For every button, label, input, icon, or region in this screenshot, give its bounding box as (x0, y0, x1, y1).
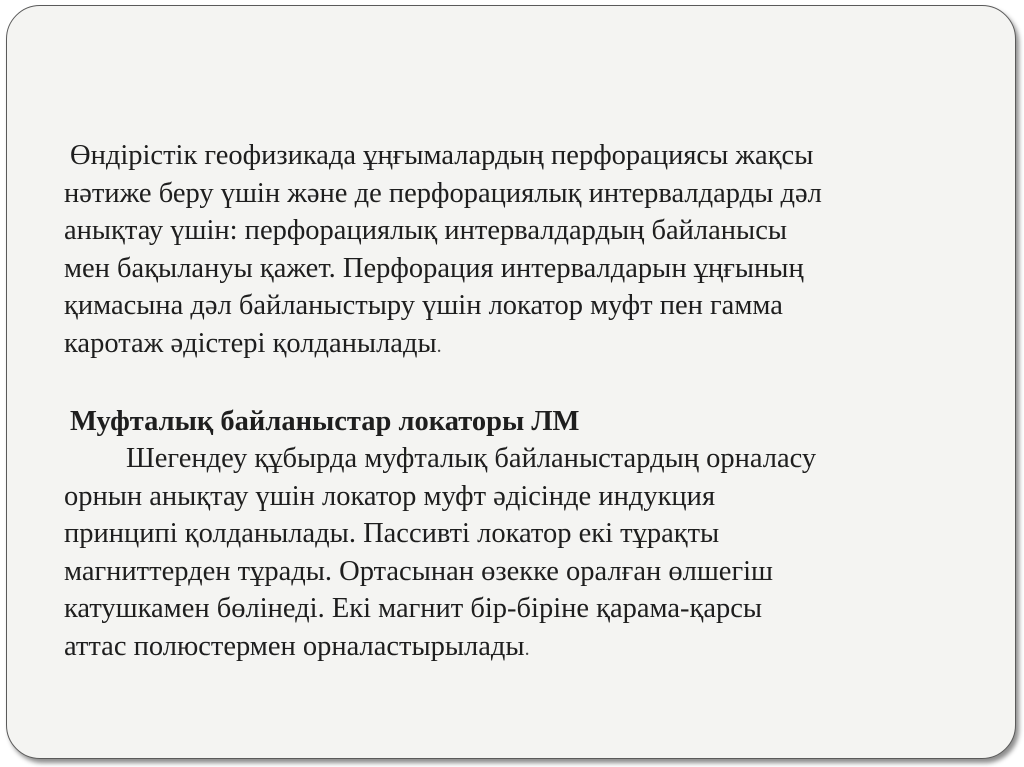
paragraph1-line-4: мен бақылануы қажет. Перфорация интервалдарын ұңғының (64, 252, 804, 284)
section-end-mark: . (524, 637, 530, 660)
section-line-4: магниттерден тұрады. Ортасынан өзекке оралған өлшегіш (64, 555, 774, 587)
section-line-6 (64, 628, 984, 669)
section-line-2: орнын анықтау үшін локатор муфт әдісінде индукция (64, 480, 716, 512)
paragraph1-line-2: нәтиже беру үшін және де перфорациялық интервалдарды дәл (64, 177, 822, 209)
paragraph1-line-5: қимасына дәл байланыстыру үшін локатор муфт пен гамма (64, 290, 783, 321)
section-line-1: Шегендеу құбырда муфталық байланыстардың орналасу (126, 443, 817, 474)
section-heading: Муфталық байланыстар локаторы ЛМ (70, 405, 580, 437)
paragraph1-end-mark: . (436, 334, 442, 357)
paragraph1-line-1: Өндірістік геофизикада ұңғымалардың перфорациясы жақсы (70, 140, 814, 171)
paragraph1-line-3: анықтау үшін: перфорациялық интервалдардың байланысы (64, 215, 787, 246)
blank-line (64, 365, 984, 403)
section-line-5: катушкамен бөлінеді. Екі магнит бір-біріне қарама-қарсы (64, 593, 763, 624)
slide-text (64, 137, 984, 668)
paragraph1-line-6-text: каротаж әдістері қолданылады (64, 327, 437, 359)
section-line-3: принципі қолданылады. Пассивті локатор екі тұрақты (64, 518, 720, 549)
section-line-6-text: аттас полюстермен орналастырылады (64, 630, 525, 662)
paragraph1-line-6 (64, 325, 984, 366)
